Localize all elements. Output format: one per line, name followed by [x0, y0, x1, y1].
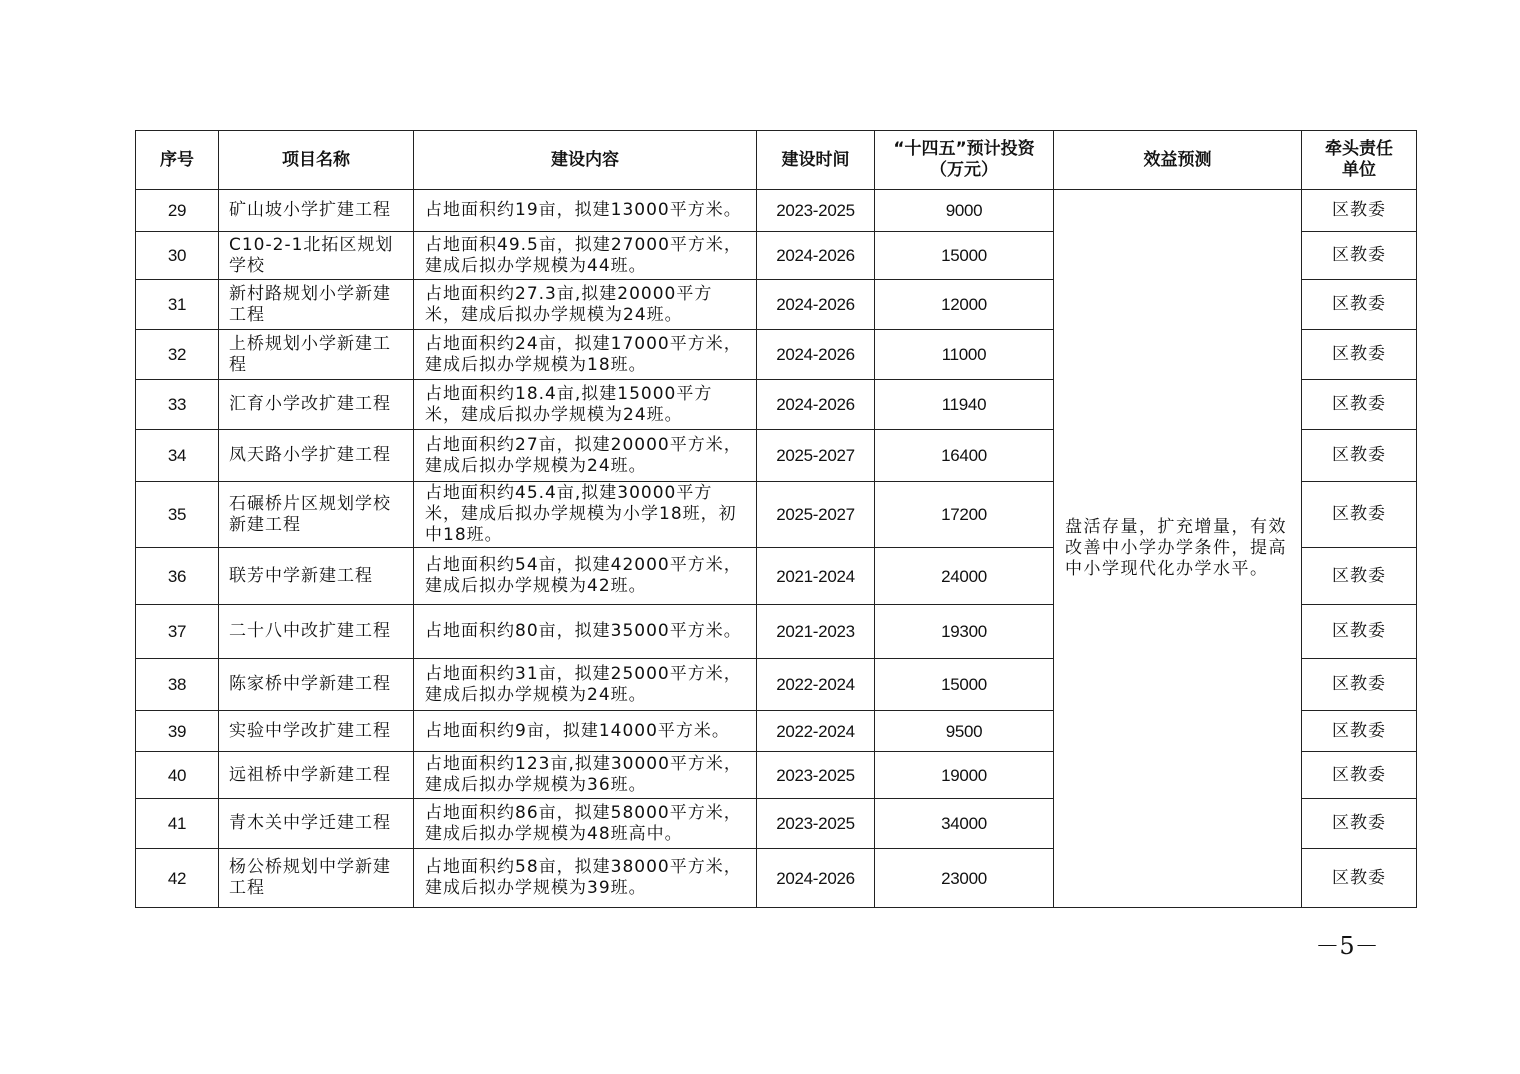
header-unit-line1: 牵头责任	[1325, 139, 1393, 159]
cell-unit: 区教委	[1302, 380, 1417, 430]
cell-name: 青木关中学迁建工程	[219, 799, 414, 849]
cell-time: 2024-2026	[757, 849, 875, 908]
cell-unit: 区教委	[1302, 190, 1417, 232]
cell-name: 石碾桥片区规划学校新建工程	[219, 482, 414, 548]
cell-seq: 29	[136, 190, 219, 232]
cell-unit: 区教委	[1302, 482, 1417, 548]
cell-seq: 37	[136, 605, 219, 659]
cell-content: 占地面积49.5亩，拟建27000平方米，建成后拟办学规模为44班。	[414, 232, 757, 280]
cell-content: 占地面积约31亩，拟建25000平方米，建成后拟办学规模为24班。	[414, 659, 757, 711]
cell-unit: 区教委	[1302, 605, 1417, 659]
cell-name: 联芳中学新建工程	[219, 548, 414, 605]
cell-benefit: 盘活存量，扩充增量，有效改善中小学办学条件，提高中小学现代化办学水平。	[1054, 190, 1302, 908]
cell-time: 2025-2027	[757, 482, 875, 548]
header-unit	[1302, 131, 1417, 190]
cell-unit: 区教委	[1302, 430, 1417, 482]
cell-content: 占地面积约27亩，拟建20000平方米，建成后拟办学规模为24班。	[414, 430, 757, 482]
cell-seq: 31	[136, 280, 219, 330]
header-content: 建设内容	[414, 131, 757, 190]
header-time: 建设时间	[757, 131, 875, 190]
cell-seq: 32	[136, 330, 219, 380]
cell-investment: 9500	[875, 711, 1054, 752]
cell-content: 占地面积约54亩，拟建42000平方米，建成后拟办学规模为42班。	[414, 548, 757, 605]
cell-unit: 区教委	[1302, 330, 1417, 380]
table-body	[136, 190, 1417, 908]
header-name: 项目名称	[219, 131, 414, 190]
cell-content: 占地面积约123亩,拟建30000平方米，建成后拟办学规模为36班。	[414, 752, 757, 799]
cell-content: 占地面积约9亩，拟建14000平方米。	[414, 711, 757, 752]
cell-name: 汇育小学改扩建工程	[219, 380, 414, 430]
cell-content: 占地面积约86亩，拟建58000平方米，建成后拟办学规模为48班高中。	[414, 799, 757, 849]
cell-unit: 区教委	[1302, 280, 1417, 330]
cell-unit: 区教委	[1302, 849, 1417, 908]
cell-investment: 34000	[875, 799, 1054, 849]
cell-time: 2022-2024	[757, 659, 875, 711]
cell-name: 新村路规划小学新建工程	[219, 280, 414, 330]
cell-name: 凤天路小学扩建工程	[219, 430, 414, 482]
cell-time: 2024-2026	[757, 380, 875, 430]
cell-investment: 12000	[875, 280, 1054, 330]
cell-name: 二十八中改扩建工程	[219, 605, 414, 659]
cell-unit: 区教委	[1302, 548, 1417, 605]
project-table	[135, 130, 1417, 908]
cell-investment: 16400	[875, 430, 1054, 482]
cell-seq: 36	[136, 548, 219, 605]
cell-seq: 30	[136, 232, 219, 280]
cell-time: 2023-2025	[757, 190, 875, 232]
cell-time: 2024-2026	[757, 280, 875, 330]
cell-content: 占地面积约80亩，拟建35000平方米。	[414, 605, 757, 659]
cell-seq: 42	[136, 849, 219, 908]
table-row	[136, 190, 1417, 232]
cell-name: C10-2-1北拓区规划学校	[219, 232, 414, 280]
header-unit-line2: 单位	[1342, 160, 1376, 180]
cell-name: 上桥规划小学新建工程	[219, 330, 414, 380]
cell-investment: 17200	[875, 482, 1054, 548]
cell-content: 占地面积约45.4亩,拟建30000平方米，建成后拟办学规模为小学18班，初中18班。	[414, 482, 757, 548]
cell-name: 远祖桥中学新建工程	[219, 752, 414, 799]
cell-seq: 40	[136, 752, 219, 799]
cell-name: 矿山坡小学扩建工程	[219, 190, 414, 232]
cell-unit: 区教委	[1302, 799, 1417, 849]
cell-name: 陈家桥中学新建工程	[219, 659, 414, 711]
cell-content: 占地面积约19亩，拟建13000平方米。	[414, 190, 757, 232]
cell-name: 实验中学改扩建工程	[219, 711, 414, 752]
cell-seq: 41	[136, 799, 219, 849]
cell-seq: 33	[136, 380, 219, 430]
cell-time: 2021-2023	[757, 605, 875, 659]
cell-investment: 19300	[875, 605, 1054, 659]
cell-content: 占地面积约24亩，拟建17000平方米，建成后拟办学规模为18班。	[414, 330, 757, 380]
cell-investment: 19000	[875, 752, 1054, 799]
cell-time: 2025-2027	[757, 430, 875, 482]
cell-time: 2021-2024	[757, 548, 875, 605]
cell-seq: 38	[136, 659, 219, 711]
header-investment-line2: （万元）	[930, 160, 998, 180]
cell-investment: 9000	[875, 190, 1054, 232]
cell-unit: 区教委	[1302, 659, 1417, 711]
cell-content: 占地面积约18.4亩,拟建15000平方米，建成后拟办学规模为24班。	[414, 380, 757, 430]
cell-investment: 23000	[875, 849, 1054, 908]
cell-seq: 34	[136, 430, 219, 482]
cell-time: 2023-2025	[757, 799, 875, 849]
cell-unit: 区教委	[1302, 752, 1417, 799]
cell-investment: 11940	[875, 380, 1054, 430]
header-investment	[875, 131, 1054, 190]
cell-unit: 区教委	[1302, 232, 1417, 280]
cell-investment: 24000	[875, 548, 1054, 605]
header-investment-line1: “十四五”预计投资	[893, 139, 1035, 159]
header-seq: 序号	[136, 131, 219, 190]
cell-time: 2023-2025	[757, 752, 875, 799]
cell-unit: 区教委	[1302, 711, 1417, 752]
cell-investment: 15000	[875, 232, 1054, 280]
cell-content: 占地面积约27.3亩,拟建20000平方米，建成后拟办学规模为24班。	[414, 280, 757, 330]
cell-seq: 39	[136, 711, 219, 752]
cell-name: 杨公桥规划中学新建工程	[219, 849, 414, 908]
header-benefit: 效益预测	[1054, 131, 1302, 190]
cell-time: 2024-2026	[757, 232, 875, 280]
cell-investment: 15000	[875, 659, 1054, 711]
cell-seq: 35	[136, 482, 219, 548]
page-number: －5－	[1315, 932, 1379, 960]
table-header-row	[136, 131, 1417, 190]
cell-time: 2022-2024	[757, 711, 875, 752]
cell-investment: 11000	[875, 330, 1054, 380]
cell-time: 2024-2026	[757, 330, 875, 380]
cell-content: 占地面积约58亩，拟建38000平方米，建成后拟办学规模为39班。	[414, 849, 757, 908]
